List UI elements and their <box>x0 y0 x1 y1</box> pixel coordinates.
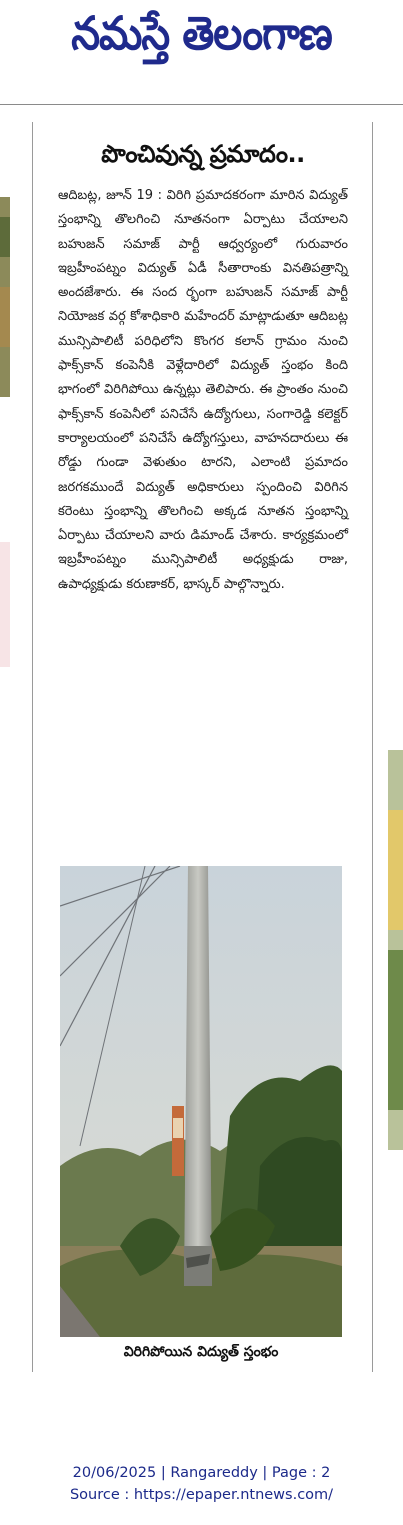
broken-pole-photo <box>60 866 342 1337</box>
article-body: ఆదిబట్ల, జూన్ 19 : విరిగి ప్రమాదకరంగా మారిన విద్యుత్ స్తంభాన్ని తొలగించి నూతనంగా ఏర్పాటు చేయాలని బహుజన్ సమాజ్ పార్టీ ఆధ్వర్యంలో గురువారం ఇబ్రహీంపట్నం విద్యుత్ ఏడీ సీతారాంకు వినతిపత్రాన్ని అందజేశారు. ఈ సంద ర్భంగా బహుజన్ సమాజ్ పార్టీ నియోజక వర్గ కోశాధికారి మహేందర్ మాట్లాడుతూ ఆదిబట్ల మున్సిపాలిటీ పరిధిలోని కొంగర కలాన్ గ్రామం నుంచి ఫాక్స్‌కాన్ కంపెనీకి వెళ్లేదారిలో విద్యుత్ స్తంభం కింది భాగంలో విరిగిపోయి ఉన్నట్లు తెలిపారు. ఈ ప్రాంతం నుంచి ఫాక్స్‌కాన్ కంపెనీలో పనిచేసే ఉద్యోగులు, సంగారెడ్డి కలెక్టర్ కార్యాలయంలో పనిచేసే ఉద్యోగస్తులు, వాహనదారులు ఈ రోడ్డు గుండా వెళుతుం టారని, ఎలాంటి ప్రమాదం జరగకముందే విద్యుత్ అధికారులు స్పందించి విరిగిన కరెంటు స్తంభాన్ని తొలగించి అక్కడ నూతన స్తంభాన్ని ఏర్పాటు చేయాలని వారు డిమాండ్ చేశారు. కార్యక్రమంలో ఇబ్రహీంపట్నం మున్సిపాలిటీ అధ్యక్షుడు రాజు, ఉపాధ్యక్షుడు కరుణాకర్, భాస్కర్ పాల్గొన్నారు. <box>58 188 348 592</box>
right-neighbor-column <box>388 122 403 1372</box>
left-neighbor-photo <box>0 197 10 397</box>
masthead-divider <box>0 104 403 105</box>
right-neighbor-photo <box>388 750 403 1150</box>
news-article <box>58 140 348 597</box>
masthead <box>0 0 403 78</box>
photo-caption: విరిగిపోయిన విద్యుత్ స్తంభం <box>123 1344 279 1360</box>
left-neighbor-column <box>0 122 10 1372</box>
left-column-rule <box>32 122 33 1372</box>
source-link[interactable]: Source : https://epaper.ntnews.com/ <box>69 1487 334 1503</box>
page-footer <box>0 1462 403 1506</box>
article-headline: పొంచివున్న ప్రమాదం.. <box>101 140 305 168</box>
article-photo <box>60 866 342 1337</box>
edition-info: 20/06/2025 | Rangareddy | Page : 2 <box>72 1465 331 1481</box>
left-neighbor-shade <box>0 542 10 667</box>
right-column-rule <box>372 122 373 1372</box>
newspaper-title: నమస్తే తెలంగాణ <box>71 6 332 61</box>
